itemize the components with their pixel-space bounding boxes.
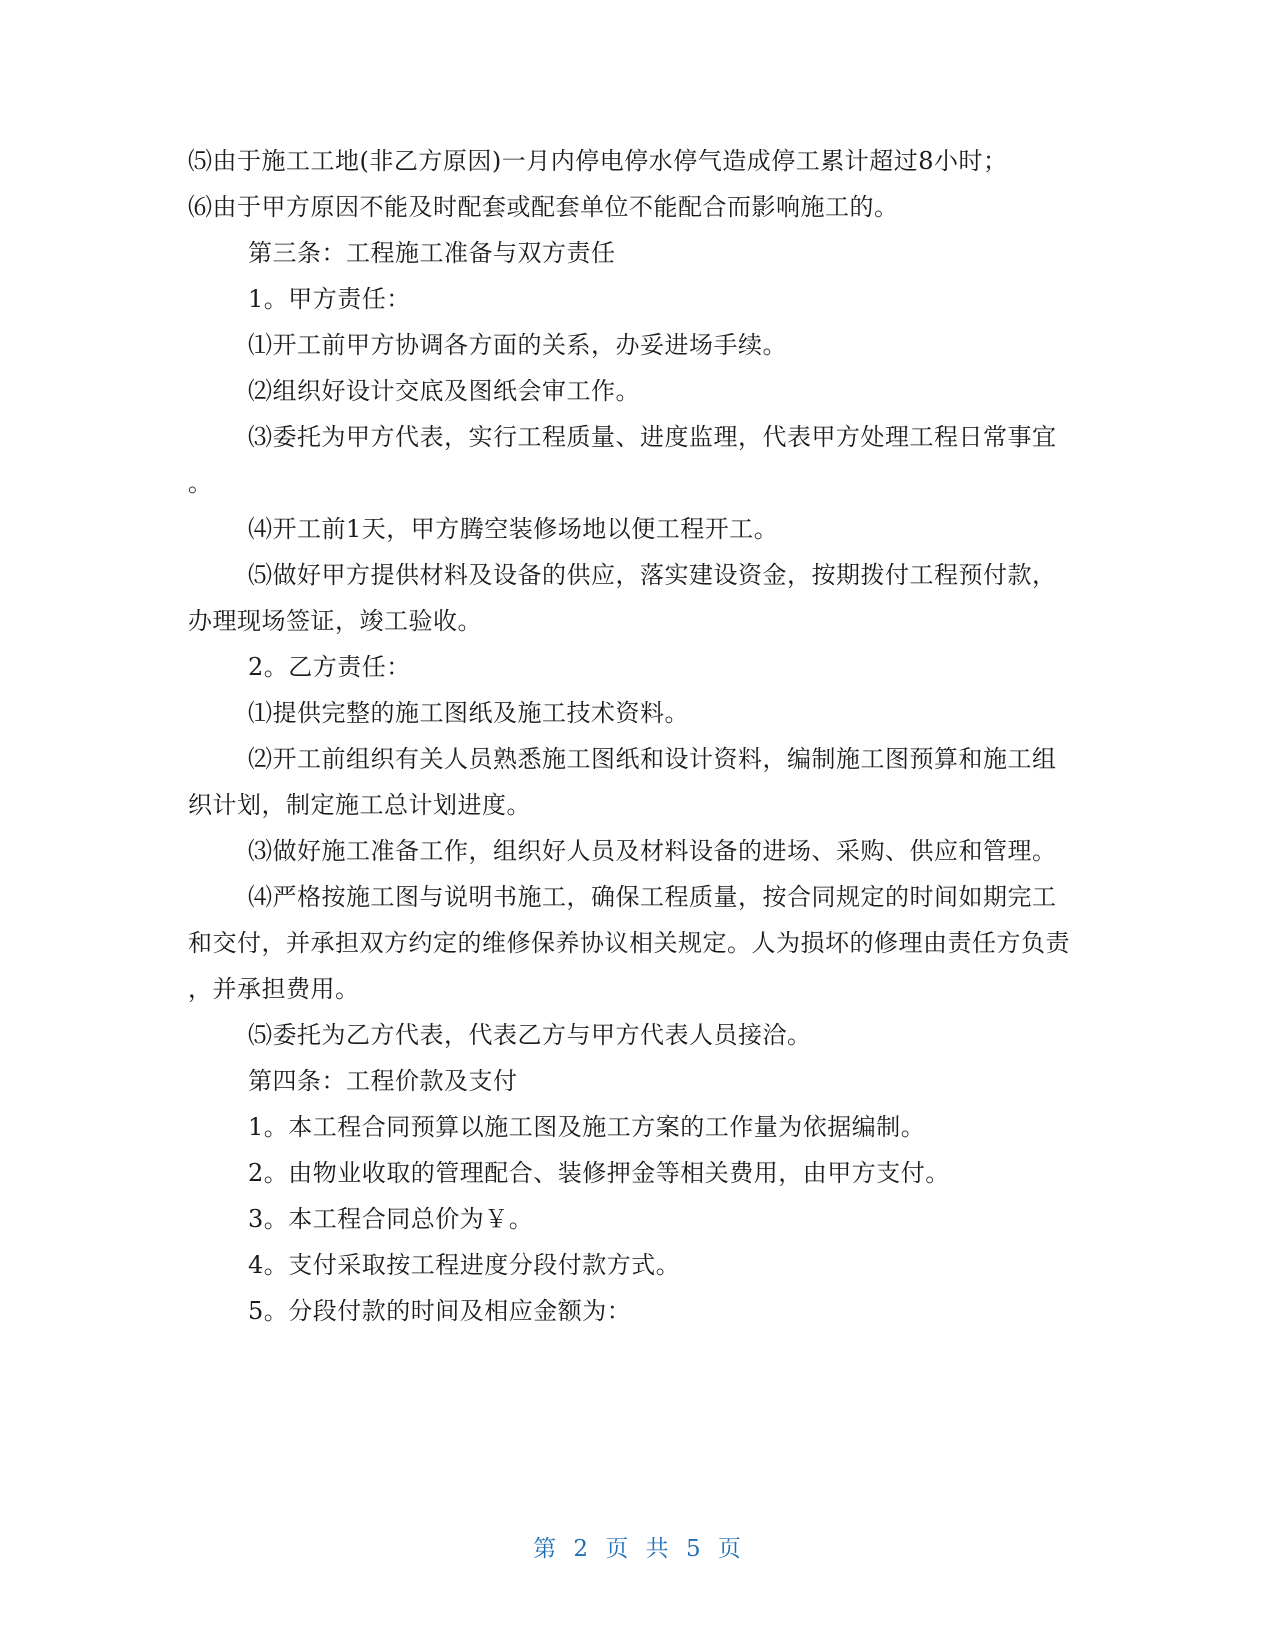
paragraph-line: 2。由物业收取的管理配合、装修押金等相关费用，由甲方支付。 (248, 1159, 950, 1187)
paragraph-line: 1。本工程合同预算以施工图及施工方案的工作量为依据编制。 (248, 1113, 926, 1141)
paragraph-line: 2。乙方责任： (248, 653, 411, 681)
paragraph-line: ⑷开工前1天，甲方腾空装修场地以便工程开工。 (248, 515, 779, 543)
section-heading: 第三条：工程施工准备与双方责任 (248, 239, 616, 267)
paragraph-line: ⑵组织好设计交底及图纸会审工作。 (248, 377, 640, 405)
paragraph-line: ⑵开工前组织有关人员熟悉施工图纸和设计资料，编制施工图预算和施工组 (248, 745, 1057, 773)
paragraph-line: 1。甲方责任： (248, 285, 411, 313)
page-footer (0, 1534, 1275, 1564)
paragraph-line: ⑸委托为乙方代表，代表乙方与甲方代表人员接洽。 (248, 1021, 812, 1049)
total-label: 共 (645, 1536, 670, 1562)
paragraph-line: ⑴开工前甲方协调各方面的关系，办妥进场手续。 (248, 331, 787, 359)
paragraph-line: ⑸做好甲方提供材料及设备的供应，落实建设资金，按期拨付工程预付款， (248, 561, 1057, 589)
paragraph-line: 办理现场签证，竣工验收。 (188, 607, 482, 635)
page-unit: 页 (605, 1536, 630, 1562)
section-heading: 第四条：工程价款及支付 (248, 1067, 518, 1095)
total-pages: 5 (685, 1536, 702, 1562)
paragraph-line: ⑹由于甲方原因不能及时配套或配套单位不能配合而影响施工的。 (188, 193, 899, 221)
paragraph-line: 织计划，制定施工总计划进度。 (188, 791, 531, 819)
paragraph-line: 4。支付采取按工程进度分段付款方式。 (248, 1251, 681, 1279)
page-number: 2 (573, 1536, 590, 1562)
paragraph-line: ，并承担费用。 (188, 975, 360, 1003)
paragraph-line: ⑷严格按施工图与说明书施工，确保工程质量，按合同规定的时间如期完工 (248, 883, 1057, 911)
paragraph-line: ⑸由于施工工地(非乙方原因)一月内停电停水停气造成停工累计超过8小时； (188, 147, 1008, 175)
paragraph-line: ⑶做好施工准备工作，组织好人员及材料设备的进场、采购、供应和管理。 (248, 837, 1057, 865)
total-unit: 页 (717, 1536, 742, 1562)
paragraph-line: 。 (188, 469, 213, 497)
paragraph-line: ⑶委托为甲方代表，实行工程质量、进度监理，代表甲方处理工程日常事宜 (248, 423, 1057, 451)
page-label: 第 (533, 1536, 558, 1562)
paragraph-line: 5。分段付款的时间及相应金额为： (248, 1297, 632, 1325)
paragraph-line: 3。本工程合同总价为￥。 (248, 1205, 534, 1233)
paragraph-line: ⑴提供完整的施工图纸及施工技术资料。 (248, 699, 689, 727)
paragraph-line: 和交付，并承担双方约定的维修保养协议相关规定。人为损坏的修理由责任方负责 (188, 929, 1070, 957)
